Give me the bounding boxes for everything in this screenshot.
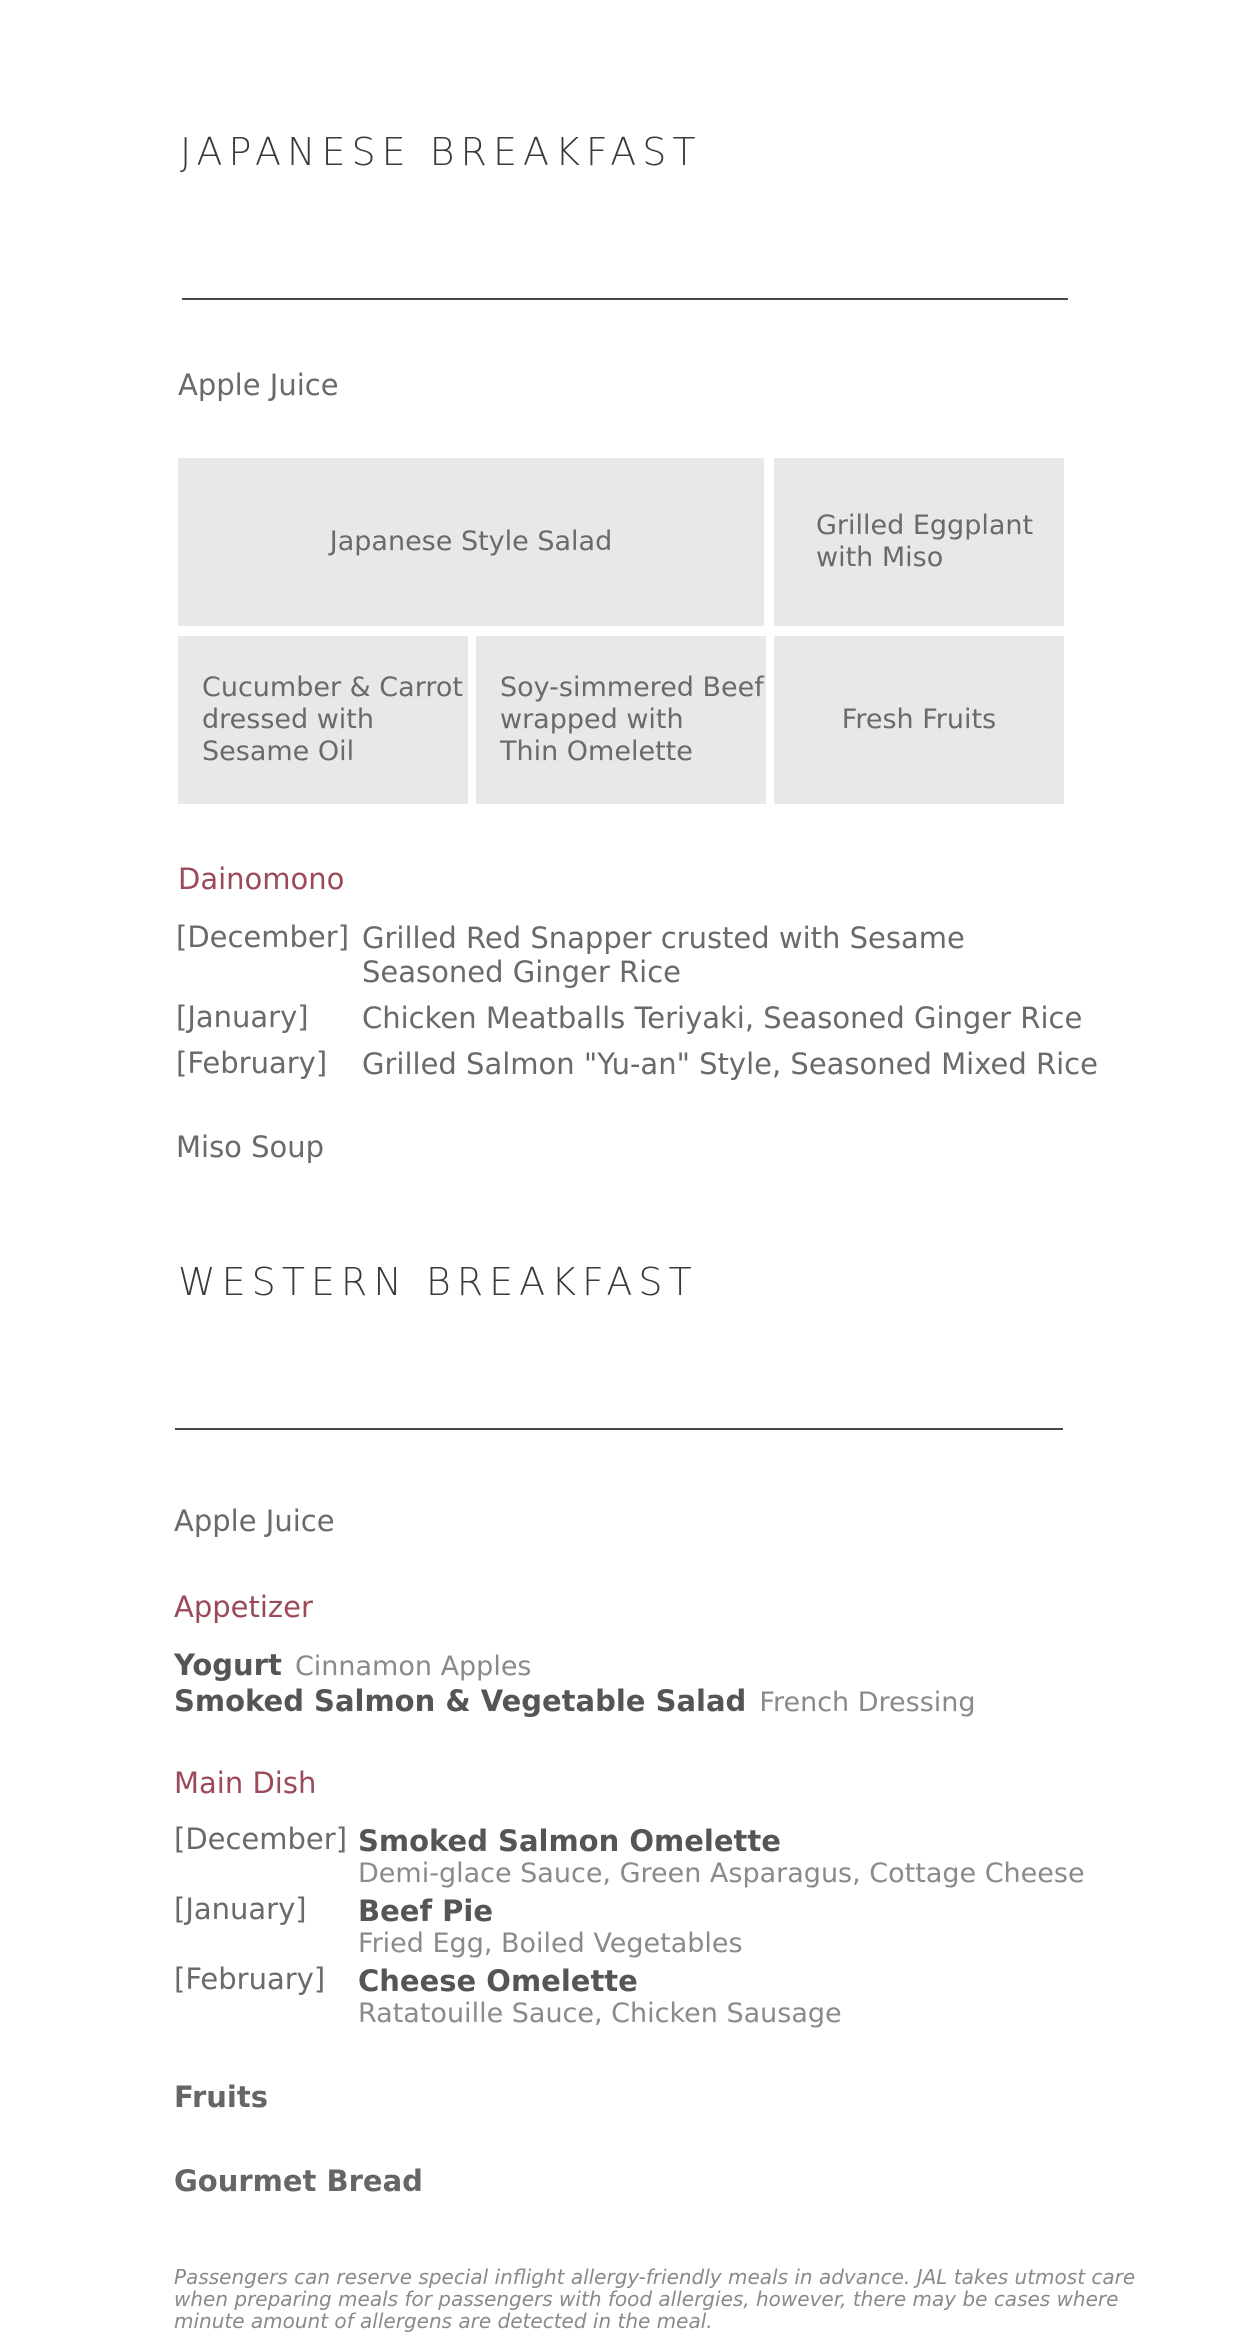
cucumber-line-2: dressed with xyxy=(202,704,375,735)
appetizer-salad-name: Smoked Salmon & Vegetable Salad xyxy=(174,1684,747,1718)
fruits-cell xyxy=(774,636,1064,804)
cucumber-line-1: Cucumber & Carrot xyxy=(202,672,463,703)
western-dish-january-name: Beef Pie xyxy=(358,1894,494,1928)
allergy-notice xyxy=(174,2266,1135,2332)
western-drink: Apple Juice xyxy=(174,1504,335,1538)
western-month-february: [February] xyxy=(174,1962,326,1996)
western-dish-december-name: Smoked Salmon Omelette xyxy=(358,1824,781,1858)
western-divider xyxy=(175,1428,1063,1430)
allergy-notice-line-2: when preparing meals for passengers with food allergies, however, there may be cases where xyxy=(174,2287,1119,2311)
japanese-dish-february: Grilled Salmon "Yu-an" Style, Seasoned Mixed Rice xyxy=(362,1047,1098,1081)
japanese-dish-december-line-2: Seasoned Ginger Rice xyxy=(362,955,682,989)
allergy-notice-line-1: Passengers can reserve special inflight allergy-friendly meals in advance. JAL takes utmost care xyxy=(174,2265,1136,2289)
miso-soup: Miso Soup xyxy=(176,1130,325,1164)
japanese-dish-december-line-1: Grilled Red Snapper crusted with Sesame xyxy=(362,921,965,955)
cucumber-cell xyxy=(178,636,468,804)
western-fruits: Fruits xyxy=(174,2080,268,2114)
western-dish-february-detail: Ratatouille Sauce, Chicken Sausage xyxy=(358,1998,842,2029)
western-dish-december-detail: Demi-glace Sauce, Green Asparagus, Cottage Cheese xyxy=(358,1858,1085,1889)
western-month-december: [December] xyxy=(174,1822,348,1856)
beef-cell xyxy=(476,636,766,804)
japanese-dish-december xyxy=(362,921,965,989)
eggplant-line-1: Grilled Eggplant xyxy=(816,510,1034,541)
appetizer-heading: Appetizer xyxy=(174,1590,313,1624)
beef-line-1: Soy-simmered Beef xyxy=(500,672,764,703)
appetizer-yogurt-detail: Cinnamon Apples xyxy=(294,1651,532,1682)
western-dish-january-detail: Fried Egg, Boiled Vegetables xyxy=(358,1928,743,1959)
japanese-drink: Apple Juice xyxy=(178,368,339,402)
japanese-dish-january: Chicken Meatballs Teriyaki, Seasoned Ginger Rice xyxy=(362,1001,1083,1035)
main-dish-heading: Main Dish xyxy=(174,1766,317,1800)
western-breakfast-title: WESTERN BREAKFAST xyxy=(178,1260,698,1304)
appetizer-salad xyxy=(174,1684,976,1718)
beef-line-2: wrapped with xyxy=(500,704,684,735)
japanese-month-february: [February] xyxy=(176,1046,328,1080)
japanese-month-december: [December] xyxy=(176,920,350,954)
eggplant-line-2: with Miso xyxy=(816,542,944,573)
appetizer-salad-detail: French Dressing xyxy=(759,1687,976,1718)
dainomono-heading: Dainomono xyxy=(178,862,345,896)
japanese-breakfast-title: JAPANESE BREAKFAST xyxy=(180,130,702,174)
japanese-salad-cell xyxy=(178,458,764,626)
western-month-january: [January] xyxy=(174,1892,307,1926)
cucumber-line-3: Sesame Oil xyxy=(202,736,355,767)
eggplant-cell xyxy=(774,458,1064,626)
gourmet-bread: Gourmet Bread xyxy=(174,2164,423,2198)
japanese-month-january: [January] xyxy=(176,1000,309,1034)
allergy-notice-line-3: minute amount of allergens are detected in the meal. xyxy=(174,2309,713,2333)
japanese-salad-label: Japanese Style Salad xyxy=(329,526,613,557)
fresh-fruits-label: Fresh Fruits xyxy=(841,704,997,735)
appetizer-yogurt-name: Yogurt xyxy=(174,1648,282,1682)
japanese-divider xyxy=(182,298,1068,300)
appetizer-yogurt xyxy=(174,1648,532,1682)
western-dish-february-name: Cheese Omelette xyxy=(358,1964,638,1998)
beef-line-3: Thin Omelette xyxy=(500,736,693,767)
